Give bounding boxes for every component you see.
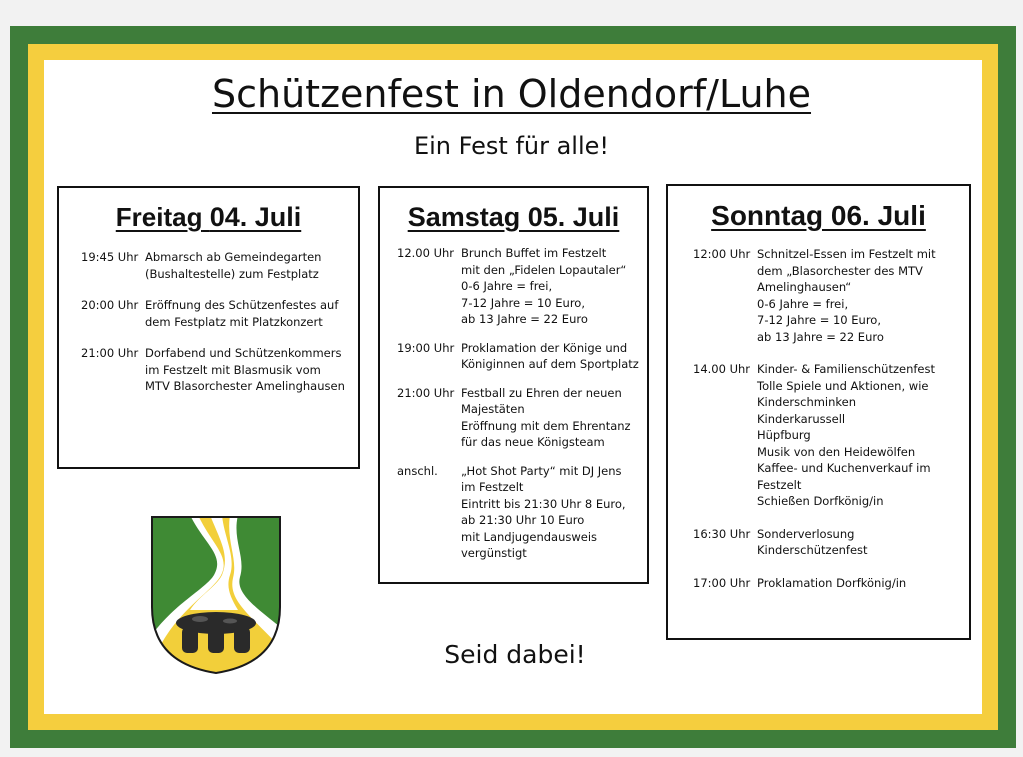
event-time: 21:00 Uhr	[81, 346, 139, 360]
event-time: 19:45 Uhr	[81, 250, 139, 264]
event-time: 16:30 Uhr	[693, 526, 751, 541]
poster-title: Schützenfest in Oldendorf/Luhe	[211, 72, 812, 116]
event-time: 21:00 Uhr	[397, 385, 455, 400]
dolmen-icon	[176, 612, 256, 653]
list-item	[693, 526, 969, 559]
event-description: Sonderverlosung Kinderschützenfest	[757, 526, 868, 557]
poster-subtitle: Ein Fest für alle!	[413, 132, 610, 160]
list-item	[693, 575, 969, 592]
saturday-heading: Samstag 05. Juli	[407, 202, 620, 232]
list-item	[397, 385, 647, 451]
event-time: 20:00 Uhr	[81, 298, 139, 312]
friday-heading-day: Freitag	[115, 202, 203, 232]
friday-heading-date: 04. Juli	[209, 202, 302, 232]
list-item	[693, 246, 969, 345]
event-description: Eröffnung des Schützenfestes auf dem Festplatz mit Platzkonzert	[145, 298, 339, 329]
list-item	[693, 361, 969, 510]
event-description: Dorfabend und Schützenkommers im Festzelt mit Blasmusik vom MTV Blasorchester Amelinghausen	[145, 346, 345, 393]
sunday-schedule-box	[666, 184, 971, 640]
closing-slogan: Seid dabei!	[444, 640, 586, 669]
sunday-event-list	[668, 246, 969, 591]
event-description: Proklamation der Könige und Königinnen auf dem Sportplatz	[461, 340, 639, 371]
friday-heading	[59, 202, 358, 233]
list-item	[397, 245, 647, 328]
event-time: 17:00 Uhr	[693, 575, 751, 590]
event-description: Schnitzel-Essen im Festzelt mit dem „Blasorchester des MTV Amelinghausen“ 0-6 Jahre = frei, 7-12 Jahre = 10 Euro, ab 13 Jahre = 22 Euro	[757, 247, 936, 344]
saturday-event-list	[380, 245, 647, 562]
friday-schedule-box	[57, 186, 360, 469]
event-description: „Hot Shot Party“ mit DJ Jens im Festzelt Eintritt bis 21:30 Uhr 8 Euro, ab 21:30 Uhr 10 Euro mit Landjugendausweis vergünstigt	[461, 463, 626, 560]
list-item	[81, 249, 358, 282]
saturday-schedule-box	[378, 186, 649, 584]
list-item	[81, 297, 358, 330]
event-time: 19:00 Uhr	[397, 340, 455, 355]
event-description: Proklamation Dorfkönig/in	[757, 575, 907, 590]
friday-event-list	[59, 249, 358, 395]
sunday-heading: Sonntag 06. Juli	[711, 200, 926, 231]
event-description: Abmarsch ab Gemeindegarten (Bushaltestelle) zum Festplatz	[145, 250, 322, 281]
event-time: anschl.	[397, 463, 438, 478]
event-description: Kinder- & Familienschützenfest Tolle Spiele und Aktionen, wie Kinderschminken Kinderkarussell Hüpfburg Musik von den Heidewölfen Kaffee- und Kuchenverkauf im Festzelt Schießen Dorfkönig/in	[757, 362, 936, 508]
event-time: 12:00 Uhr	[693, 247, 751, 261]
event-description: Brunch Buffet im Festzelt mit den „Fidelen Lopautaler“ 0-6 Jahre = frei, 7-12 Jahre = 10 Euro, ab 13 Jahre = 22 Euro	[461, 246, 627, 326]
coat-of-arms-icon	[150, 515, 282, 675]
list-item	[397, 340, 647, 373]
list-item	[81, 345, 358, 395]
event-description: Festball zu Ehren der neuen Majestäten Eröffnung mit dem Ehrentanz für das neue Königsteam	[461, 385, 631, 449]
event-time: 14.00 Uhr	[693, 362, 751, 376]
event-time: 12.00 Uhr	[397, 246, 455, 260]
list-item	[397, 463, 647, 562]
